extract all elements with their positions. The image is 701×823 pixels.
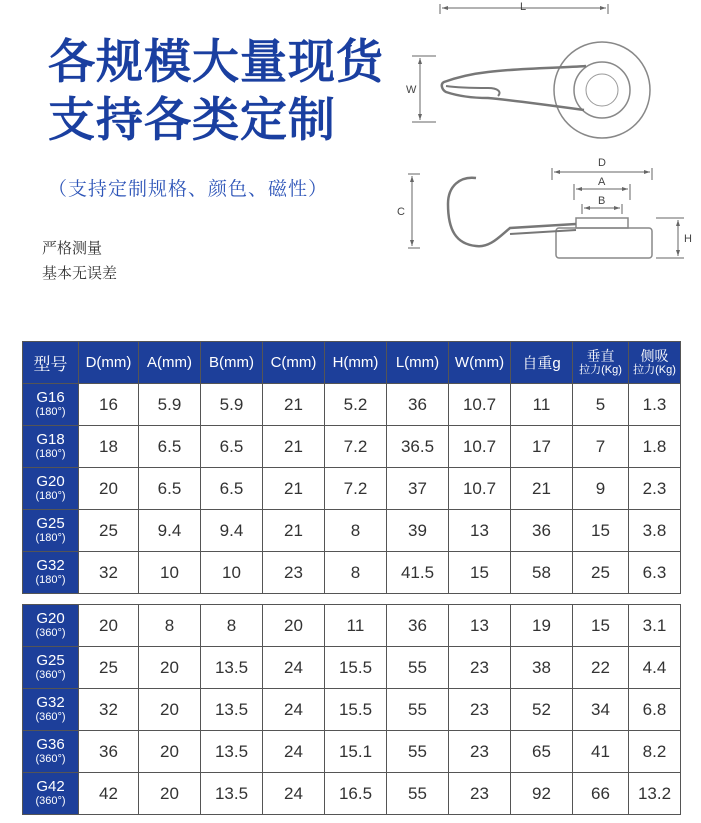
- table-cell: 13.5: [201, 731, 263, 773]
- model-name: G36: [36, 735, 65, 753]
- model-cell: [23, 384, 79, 426]
- table-cell: 36.5: [387, 426, 449, 468]
- table-cell: 20: [79, 468, 139, 510]
- header-L: L(mm): [387, 342, 449, 384]
- table-cell: 4.4: [629, 647, 681, 689]
- table-cell: 25: [573, 552, 629, 594]
- table-cell: 13.5: [201, 773, 263, 815]
- spec-table-180: [22, 341, 681, 594]
- model-cell: [23, 426, 79, 468]
- table-cell: 36: [79, 731, 139, 773]
- hook-dimension-diagram: [380, 0, 701, 300]
- model-cell: [23, 552, 79, 594]
- table-cell: 13.2: [629, 773, 681, 815]
- accuracy-note: [42, 236, 117, 286]
- table-cell: 5.9: [201, 384, 263, 426]
- table-cell: 8: [201, 605, 263, 647]
- table-cell: 13: [449, 510, 511, 552]
- table-row: [23, 468, 681, 510]
- table-cell: 65: [511, 731, 573, 773]
- table-cell: 1.3: [629, 384, 681, 426]
- table-cell: 10: [139, 552, 201, 594]
- headline: [48, 34, 384, 150]
- table-cell: 32: [79, 689, 139, 731]
- header-A: A(mm): [139, 342, 201, 384]
- table-cell: 34: [573, 689, 629, 731]
- model-cell: [23, 647, 79, 689]
- model-angle: (180°): [35, 531, 66, 544]
- table-cell: 92: [511, 773, 573, 815]
- table-cell: 17: [511, 426, 573, 468]
- model-name: G25: [36, 514, 65, 532]
- table-cell: 55: [387, 731, 449, 773]
- table-cell: 21: [263, 468, 325, 510]
- model-cell: [23, 731, 79, 773]
- table-cell: 6.5: [201, 426, 263, 468]
- table-cell: 6.5: [201, 468, 263, 510]
- table-cell: 1.8: [629, 426, 681, 468]
- model-cell: [23, 605, 79, 647]
- model-angle: (360°): [35, 668, 66, 681]
- table-cell: 8: [139, 605, 201, 647]
- table-cell: 21: [263, 384, 325, 426]
- table-cell: 10: [201, 552, 263, 594]
- table-cell: 2.3: [629, 468, 681, 510]
- table-header-row: [23, 342, 681, 384]
- table-cell: 8: [325, 510, 387, 552]
- table-cell: 41.5: [387, 552, 449, 594]
- label-C: C: [397, 206, 405, 218]
- table-cell: 42: [79, 773, 139, 815]
- model-name: G20: [36, 609, 65, 627]
- table-cell: 36: [387, 605, 449, 647]
- table-cell: 15.5: [325, 647, 387, 689]
- table-cell: 55: [387, 647, 449, 689]
- model-angle: (180°): [35, 447, 66, 460]
- table-cell: 32: [79, 552, 139, 594]
- model-name: G20: [36, 472, 65, 490]
- table-cell: 66: [573, 773, 629, 815]
- table-cell: 20: [263, 605, 325, 647]
- label-A: A: [598, 176, 606, 188]
- table-cell: 16.5: [325, 773, 387, 815]
- table-cell: 24: [263, 773, 325, 815]
- table-cell: 5.9: [139, 384, 201, 426]
- table-cell: 5: [573, 384, 629, 426]
- table-cell: 3.8: [629, 510, 681, 552]
- model-angle: (360°): [35, 710, 66, 723]
- table-cell: 19: [511, 605, 573, 647]
- table-cell: 23: [263, 552, 325, 594]
- table-cell: 41: [573, 731, 629, 773]
- header-side-pull: 侧吸 拉力(Kg): [629, 342, 681, 384]
- model-name: G25: [36, 651, 65, 669]
- table-cell: 36: [511, 510, 573, 552]
- table-cell: 15: [449, 552, 511, 594]
- table-cell: 6.5: [139, 426, 201, 468]
- table-cell: 21: [263, 426, 325, 468]
- table-cell: 15: [573, 605, 629, 647]
- table-cell: 8.2: [629, 731, 681, 773]
- model-name: G16: [36, 388, 65, 406]
- table-cell: 15.5: [325, 689, 387, 731]
- table-cell: 13.5: [201, 647, 263, 689]
- model-angle: (360°): [35, 626, 66, 639]
- table-row: [23, 605, 681, 647]
- table-cell: 8: [325, 552, 387, 594]
- model-angle: (180°): [35, 573, 66, 586]
- table-cell: 11: [511, 384, 573, 426]
- header-vertical-pull: 垂直 拉力(Kg): [573, 342, 629, 384]
- table-cell: 9.4: [139, 510, 201, 552]
- model-angle: (180°): [35, 405, 66, 418]
- table-cell: 22: [573, 647, 629, 689]
- model-angle: (360°): [35, 752, 66, 765]
- table-row: [23, 384, 681, 426]
- table-row: [23, 552, 681, 594]
- model-name: G32: [36, 556, 65, 574]
- table-cell: 23: [449, 773, 511, 815]
- table-cell: 39: [387, 510, 449, 552]
- table-row: [23, 647, 681, 689]
- table-cell: 20: [139, 647, 201, 689]
- header-D: D(mm): [79, 342, 139, 384]
- table-row: [23, 510, 681, 552]
- table-cell: 10.7: [449, 468, 511, 510]
- table-cell: 52: [511, 689, 573, 731]
- model-angle: (360°): [35, 794, 66, 807]
- table-cell: 20: [139, 731, 201, 773]
- table-cell: 13: [449, 605, 511, 647]
- table-cell: 15: [573, 510, 629, 552]
- headline-line-1: 各规模大量现货: [48, 35, 384, 90]
- note-line-1: 严格测量: [42, 239, 103, 257]
- header-W: W(mm): [449, 342, 511, 384]
- table-cell: 36: [387, 384, 449, 426]
- table-cell: 55: [387, 773, 449, 815]
- table-cell: 5.2: [325, 384, 387, 426]
- subline: （支持定制规格、颜色、磁性）: [48, 178, 329, 200]
- label-B: B: [598, 195, 606, 207]
- table-cell: 3.1: [629, 605, 681, 647]
- header-weight: 自重g: [511, 342, 573, 384]
- table-cell: 20: [139, 689, 201, 731]
- table-cell: 23: [449, 731, 511, 773]
- table-cell: 20: [79, 605, 139, 647]
- table-cell: 16: [79, 384, 139, 426]
- model-cell: [23, 468, 79, 510]
- label-W: W: [406, 84, 417, 96]
- table-cell: 24: [263, 647, 325, 689]
- table-row: [23, 426, 681, 468]
- top-view-drawing: [412, 4, 650, 138]
- table-cell: 23: [449, 647, 511, 689]
- note-line-2: 基本无误差: [42, 264, 118, 282]
- table-row: [23, 773, 681, 815]
- table-cell: 7.2: [325, 468, 387, 510]
- table-cell: 24: [263, 731, 325, 773]
- table-cell: 6.5: [139, 468, 201, 510]
- model-cell: [23, 510, 79, 552]
- table-cell: 38: [511, 647, 573, 689]
- model-name: G32: [36, 693, 65, 711]
- table-cell: 9: [573, 468, 629, 510]
- label-L: L: [520, 1, 527, 13]
- model-angle: (180°): [35, 489, 66, 502]
- table-cell: 10.7: [449, 426, 511, 468]
- table-cell: 58: [511, 552, 573, 594]
- table-cell: 15.1: [325, 731, 387, 773]
- table-cell: 10.7: [449, 384, 511, 426]
- table-cell: 13.5: [201, 689, 263, 731]
- headline-line-2: 支持各类定制: [48, 93, 336, 148]
- table-cell: 23: [449, 689, 511, 731]
- label-D: D: [598, 157, 606, 169]
- table-row: [23, 731, 681, 773]
- header-H: H(mm): [325, 342, 387, 384]
- table-cell: 25: [79, 510, 139, 552]
- model-name: G42: [36, 777, 65, 795]
- table-cell: 6.3: [629, 552, 681, 594]
- table-cell: 11: [325, 605, 387, 647]
- table-cell: 20: [139, 773, 201, 815]
- header-B: B(mm): [201, 342, 263, 384]
- table-cell: 21: [263, 510, 325, 552]
- table-cell: 37: [387, 468, 449, 510]
- side-view-drawing: [408, 168, 684, 258]
- table-cell: 7: [573, 426, 629, 468]
- table-cell: 21: [511, 468, 573, 510]
- table-cell: 25: [79, 647, 139, 689]
- header-model: 型号: [23, 342, 79, 384]
- header-C: C(mm): [263, 342, 325, 384]
- table-cell: 55: [387, 689, 449, 731]
- model-name: G18: [36, 430, 65, 448]
- table-cell: 18: [79, 426, 139, 468]
- spec-table-360: [22, 604, 681, 815]
- table-cell: 6.8: [629, 689, 681, 731]
- table-cell: 7.2: [325, 426, 387, 468]
- label-H: H: [684, 233, 692, 245]
- table-cell: 9.4: [201, 510, 263, 552]
- model-cell: [23, 773, 79, 815]
- table-row: [23, 689, 681, 731]
- table-cell: 24: [263, 689, 325, 731]
- model-cell: [23, 689, 79, 731]
